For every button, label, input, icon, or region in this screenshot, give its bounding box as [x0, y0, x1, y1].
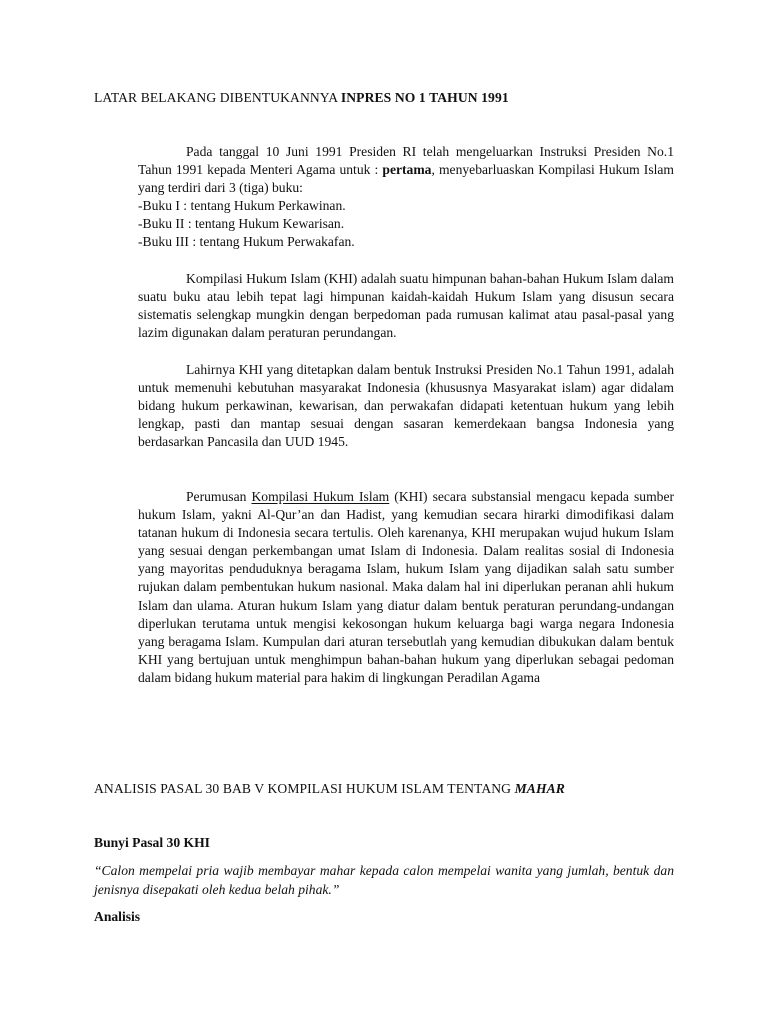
book-list	[138, 197, 674, 251]
book-list-item: -Buku II : tentang Hukum Kewarisan.	[138, 216, 345, 232]
paragraph-text	[138, 143, 674, 197]
subheading-analisis: Analisis	[94, 909, 141, 924]
book-list-item: -Buku I : tentang Hukum Perkawinan.	[138, 198, 346, 214]
paragraph-text-part: (KHI) secara substansial mengacu kepada sumber hukum Islam, yakni Al-Qur’an dan Hadist, yang kemudian secara hirarki dimodifikasi dalam tatanan hukum di Indonesia secara tertulis. Oleh karenanya, KHI merupakan wujud hukum Islam yang sesuai dengan perkembangan umat Islam di Indonesia. Dalam realitas sosial di Indonesia yang mayoritas penduduknya beragama Islam, hukum Islam yang dijadikan salah satu sumber rujukan dalam pembentukan hukum nasional. Maka dalam hal ini diperlukan peranan ahli hukum Islam dan ulama. Aturan hukum Islam yang diatur dalam bentuk peraturan perundang-undangan diperlukan terutama untuk mengisi kekosongan hukum keluarga bagi warga negara Indonesia yang beragama Islam. Kumpulan dari aturan tersebutlah yang kemudian dibukukan dalam bentuk KHI yang bertujuan untuk menghimpun bahan-bahan hukum yang diperlukan sebagai pedoman dalam bidang hukum material para hakim di lingkungan Peradilan Agama	[138, 489, 675, 685]
heading-plain-text: ANALISIS PASAL 30 BAB V KOMPILASI HUKUM ISLAM TENTANG	[94, 781, 515, 796]
paragraph-text-part: , menyebarluaskan Kompilasi Hukum Islam yang terdiri dari 3 (tiga) buku:	[138, 162, 674, 196]
section-heading-analisis-pasal-30	[94, 780, 565, 798]
paragraph-text-part: Perumusan	[186, 489, 252, 504]
paragraph-text: Kompilasi Hukum Islam (KHI) adalah suatu himpunan bahan-bahan Hukum Islam dalam suatu buku atau lebih tepat lagi himpunan kaidah-kaidah Hukum Islam yang disusun secara sistematis selengkap mungkin dengan berpedoman pada rumusan kalimat atau pasal-pasal yang lazim digunakan dalam peraturan perundangan.	[138, 271, 674, 341]
paragraph-instruksi-presiden	[138, 143, 674, 252]
section-heading-latar-belakang	[94, 89, 509, 107]
pasal-30-quote: “Calon mempelai pria wajib membayar mahar kepada calon mempelai wanita yang jumlah, bentuk dan jenisnya disepakati oleh kedua belah pihak.”	[94, 863, 674, 897]
paragraph-lahirnya-khi	[138, 361, 674, 451]
heading-bold-italic-text: MAHAR	[514, 781, 565, 796]
subheading-bunyi-pasal: Bunyi Pasal 30 KHI	[94, 835, 210, 850]
paragraph-perumusan-khi	[138, 488, 674, 687]
paragraph-text-part: Pada tanggal 10 Juni 1991 Presiden RI telah mengeluarkan Instruksi Presiden No.1 Tahun 1991 kepada Menteri Agama untuk :	[138, 144, 674, 178]
bold-term-pertama: pertama	[382, 162, 432, 178]
paragraph-text: Lahirnya KHI yang ditetapkan dalam bentuk Instruksi Presiden No.1 Tahun 1991, adalah untuk memenuhi kebutuhan masyarakat Indonesia (khususnya Masyarakat islam) agar didalam bidang hukum perkawinan, kewarisan, dan perwakafan didapati ketentuan hukum yang lebih lengkap, pasti dan mantap sesuai dengan sasaran kemerdekaan bangsa Indonesia yang berdasarkan Pancasila dan UUD 1945.	[138, 362, 674, 450]
kompilasi-hukum-islam-link[interactable]: Kompilasi Hukum Islam	[251, 489, 390, 504]
heading-bold-text: INPRES NO 1 TAHUN 1991	[340, 90, 509, 105]
book-list-item: -Buku III : tentang Hukum Perwakafan.	[138, 234, 355, 250]
heading-plain-text: LATAR BELAKANG DIBENTUKANNYA	[94, 90, 341, 105]
paragraph-definisi-khi	[138, 270, 674, 342]
paragraph-text	[138, 488, 674, 687]
